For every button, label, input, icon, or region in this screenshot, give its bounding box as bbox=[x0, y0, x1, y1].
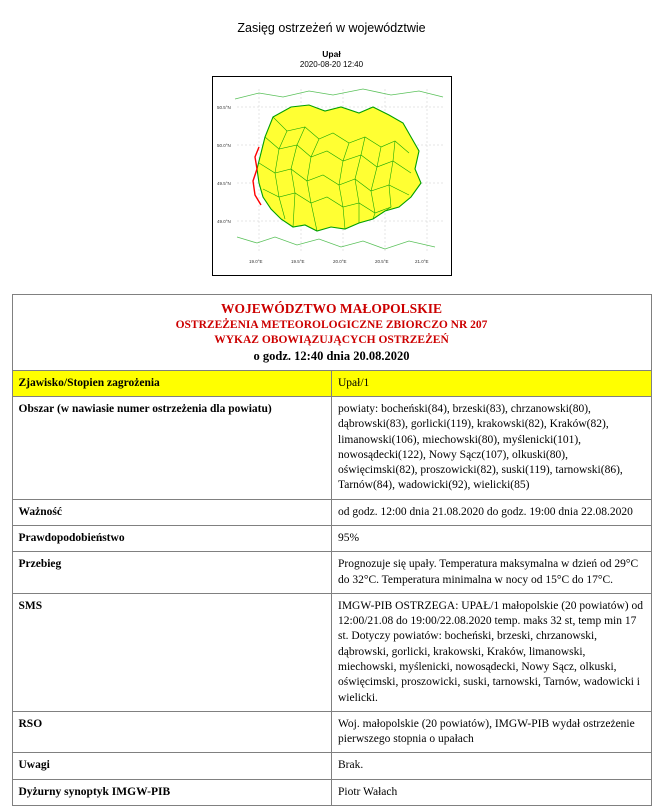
table-row bbox=[12, 397, 651, 500]
row-value-phenomenon: Upał/1 bbox=[332, 370, 652, 396]
table-row bbox=[12, 593, 651, 711]
map-outline-top bbox=[235, 89, 443, 99]
row-label-notes: Uwagi bbox=[12, 753, 332, 779]
table-row bbox=[12, 526, 651, 552]
report-header-line1: WOJEWÓDZTWO MAŁOPOLSKIE bbox=[221, 300, 442, 316]
map-outline-bottom bbox=[237, 237, 435, 249]
row-value-synoptic: Piotr Wałach bbox=[332, 779, 652, 805]
table-row bbox=[12, 753, 651, 779]
table-row bbox=[12, 370, 651, 396]
row-label-synoptic: Dyżurny synoptyk IMGW-PIB bbox=[12, 779, 332, 805]
svg-text:49.0°N: 49.0°N bbox=[216, 218, 231, 224]
report-header-line3: WYKAZ OBOWIĄZUJĄCYCH OSTRZEŻEŃ bbox=[214, 333, 449, 346]
row-value-probability: 95% bbox=[332, 526, 652, 552]
map-area bbox=[0, 49, 663, 276]
warnings-table bbox=[12, 294, 652, 806]
map-figure bbox=[212, 76, 452, 276]
map-svg bbox=[213, 77, 451, 275]
svg-text:20.0°E: 20.0°E bbox=[332, 258, 347, 264]
row-label-sms: SMS bbox=[12, 593, 332, 711]
svg-text:49.5°N: 49.5°N bbox=[216, 180, 231, 186]
svg-text:21.0°E: 21.0°E bbox=[414, 258, 429, 264]
report-header-line4: o godz. 12:40 dnia 20.08.2020 bbox=[253, 349, 410, 364]
table-row bbox=[12, 499, 651, 525]
svg-text:50.0°N: 50.0°N bbox=[216, 142, 231, 148]
table-row bbox=[12, 779, 651, 805]
row-value-validity: od godz. 12:00 dnia 21.08.2020 do godz. 19:00 dnia 22.08.2020 bbox=[332, 499, 652, 525]
table-row bbox=[12, 711, 651, 753]
map-warning-name: Upał bbox=[322, 49, 341, 59]
row-value-sms: IMGW-PIB OSTRZEGA: UPAŁ/1 małopolskie (20 powiatów) od 12:00/21.08 do 19:00/22.08.2020 temp. maks 32 st, temp min 17 st. Dotyczy powiatów: bocheński, brzeski, chrzanowski, dąbrowski, gorlicki, krakowski, Kraków, limanowski, miechowski, myślenicki, nowosądecki, Nowy Sącz, olkuski, oświęcimski, proszowicki, suski, tarnowski, Tarnów, wadowicki i wielicki. bbox=[332, 593, 652, 711]
row-value-course: Prognozuje się upały. Temperatura maksymalna w dzień od 29°C do 32°C. Temperatura minimalna w nocy od 15°C do 17°C. bbox=[332, 552, 652, 594]
svg-text:20.5°E: 20.5°E bbox=[374, 258, 389, 264]
row-value-notes: Brak. bbox=[332, 753, 652, 779]
row-label-area: Obszar (w nawiasie numer ostrzeżenia dla powiatu) bbox=[12, 397, 332, 500]
report-header-line2: OSTRZEŻENIA METEOROLOGICZNE ZBIORCZO NR 207 bbox=[175, 318, 488, 331]
svg-text:50.5°N: 50.5°N bbox=[216, 104, 231, 110]
map-title: Zasięg ostrzeżeń w województwie bbox=[237, 21, 426, 35]
row-value-rso: Woj. małopolskie (20 powiatów), IMGW-PIB wydał ostrzeżenie pierwszego stopnia o upałach bbox=[332, 711, 652, 753]
row-label-validity: Ważność bbox=[12, 499, 332, 525]
warning-area-fill bbox=[257, 105, 421, 231]
report-header bbox=[12, 294, 651, 370]
row-label-phenomenon: Zjawisko/Stopien zagrożenia bbox=[12, 370, 332, 396]
row-label-rso: RSO bbox=[12, 711, 332, 753]
row-label-course: Przebieg bbox=[12, 552, 332, 594]
row-value-area: powiaty: bocheński(84), brzeski(83), chrzanowski(80), dąbrowski(83), gorlicki(119), krakowski(82), Kraków(82), limanowski(106), miechowski(80), myślenicki(101), nowosądecki(122), Nowy Sącz(107), olkuski(80), oświęcimski(82), proszowicki(82), suski(119), tarnowski(86), Tarnów(84), wadowicki(92), wielicki(85) bbox=[332, 397, 652, 500]
svg-text:19.0°E: 19.0°E bbox=[248, 258, 263, 264]
map-timestamp: 2020-08-20 12:40 bbox=[299, 59, 364, 69]
map-caption bbox=[0, 49, 663, 70]
table-row bbox=[12, 552, 651, 594]
svg-text:19.5°E: 19.5°E bbox=[290, 258, 305, 264]
table-header-row bbox=[12, 294, 651, 370]
row-label-probability: Prawdopodobieństwo bbox=[12, 526, 332, 552]
